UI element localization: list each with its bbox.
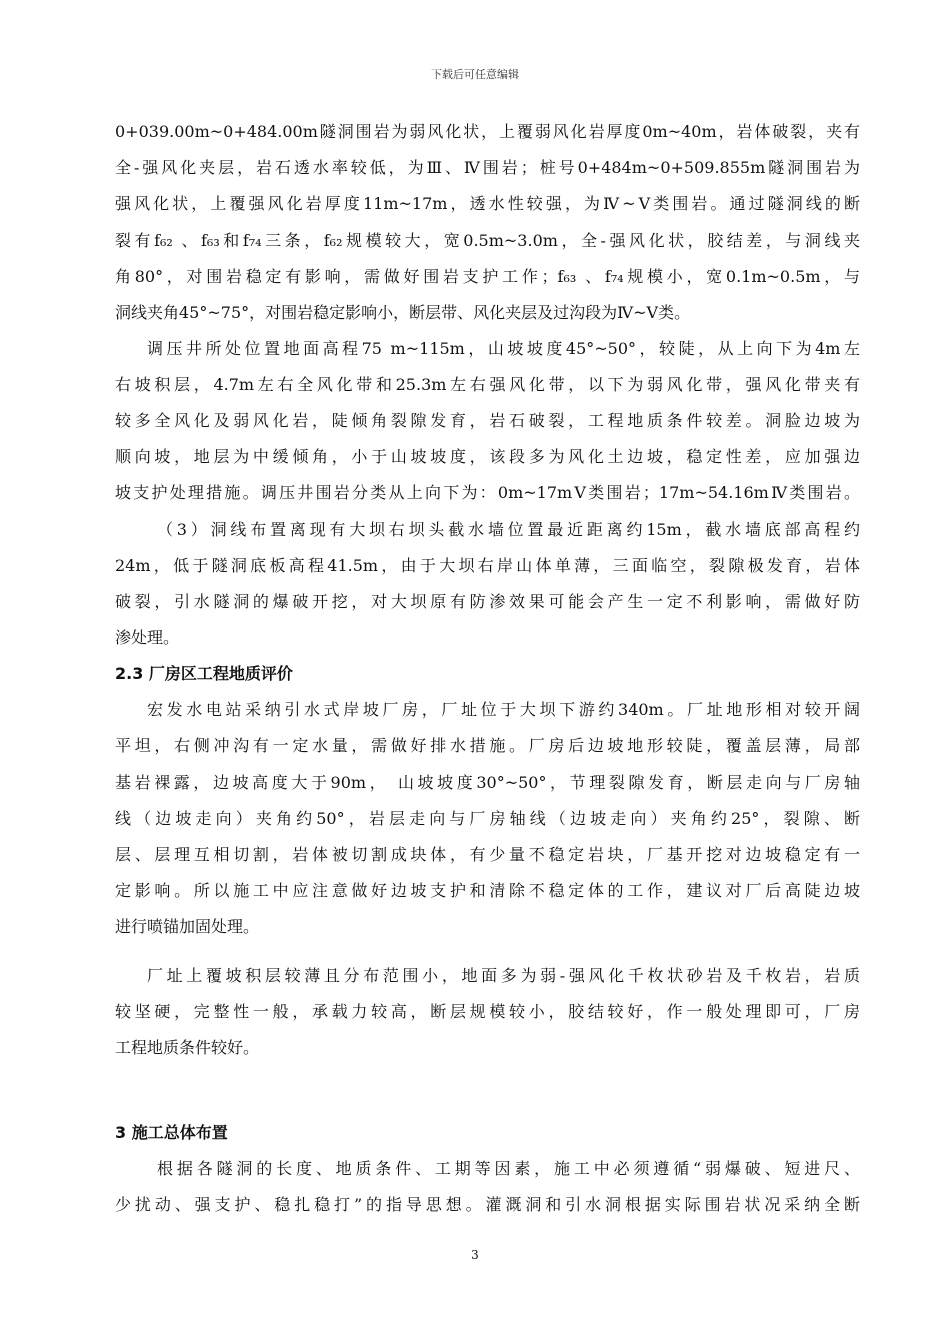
paragraph-line: 强风化状，上覆强风化岩厚度11m~17m，透水性较强，为Ⅳ~Ⅴ类围岩。通过隧洞线的断 (115, 194, 860, 213)
paragraph-line: 坡支护处理措施。调压井围岩分类从上向下为：0m~17mⅤ类围岩；17m~54.16mⅣ类围岩。 (115, 483, 860, 502)
paragraph-line: 少扰动、强支护、稳扎稳打”的指导思想。灌溉洞和引水洞根据实际围岩状况采纳全断 (115, 1195, 860, 1214)
paragraph-line: 右坡积层，4.7m左右全风化带和25.3m左右强风化带，以下为弱风化带，强风化带夹有 (115, 375, 860, 394)
paragraph-line: 裂有f₆₂ 、f₆₃和f₇₄三条，f₆₂规模较大，宽0.5m~3.0m，全-强风化状，胶结差，与洞线夹 (115, 231, 860, 250)
paragraph-line: （3）洞线布置离现有大坝右坝头截水墙位置最近距离约15m，截水墙底部高程约 (157, 520, 860, 539)
section-heading: 3 施工总体布置 (115, 1123, 228, 1142)
paragraph-line: 工程地质条件较好。 (115, 1038, 260, 1057)
paragraph-line: 线（边坡走向）夹角约50°，岩层走向与厂房轴线（边坡走向）夹角约25°，裂隙、断 (115, 809, 860, 828)
header-note: 下载后可任意编辑 (431, 68, 519, 81)
paragraph-line: 全-强风化夹层，岩石透水率较低，为Ⅲ、Ⅳ围岩；桩号0+484m~0+509.855m隧洞围岩为 (115, 158, 860, 177)
section-heading: 2.3 厂房区工程地质评价 (115, 664, 293, 683)
paragraph-line: 宏发水电站采纳引水式岸坡厂房，厂址位于大坝下游约340m。厂址地形相对较开阔 (147, 700, 860, 719)
paragraph-line: 洞线夹角45°~75°，对围岩稳定影响小，断层带、风化夹层及过沟段为Ⅳ~Ⅴ类。 (115, 303, 691, 322)
paragraph-line: 厂址上覆坡积层较薄且分布范围小，地面多为弱-强风化千枚状砂岩及千枚岩，岩质 (147, 966, 860, 985)
paragraph-line: 较多全风化及弱风化岩，陡倾角裂隙发育，岩石破裂，工程地质条件较差。洞脸边坡为 (115, 411, 860, 430)
paragraph-line: 根据各隧洞的长度、地质条件、工期等因素，施工中必须遵循“弱爆破、短进尺、 (157, 1159, 860, 1178)
paragraph-line: 0+039.00m~0+484.00m隧洞围岩为弱风化状，上覆弱风化岩厚度0m~40m，岩体破裂，夹有 (115, 122, 860, 141)
paragraph-line: 进行喷锚加固处理。 (115, 917, 260, 936)
paragraph-line: 破裂，引水隧洞的爆破开挖，对大坝原有防渗效果可能会产生一定不利影响，需做好防 (115, 592, 860, 611)
paragraph-line: 定影响。所以施工中应注意做好边坡支护和清除不稳定体的工作，建议对厂后高陡边坡 (115, 881, 860, 900)
paragraph-line: 较坚硬，完整性一般，承载力较高，断层规模较小，胶结较好，作一般处理即可，厂房 (115, 1002, 860, 1021)
paragraph-line: 顺向坡，地层为中缓倾角，小于山坡坡度，该段多为风化土边坡，稳定性差，应加强边 (115, 447, 860, 466)
page-number: 3 (471, 1248, 479, 1262)
paragraph-line: 基岩裸露，边坡高度大于90m， 山坡坡度30°~50°，节理裂隙发育，断层走向与厂房轴 (115, 773, 860, 792)
paragraph-line: 层、层理互相切割，岩体被切割成块体，有少量不稳定岩块，厂基开挖对边坡稳定有一 (115, 845, 860, 864)
paragraph-line: 24m，低于隧洞底板高程41.5m，由于大坝右岸山体单薄，三面临空，裂隙极发育，岩体 (115, 556, 860, 575)
paragraph-line: 渗处理。 (115, 628, 180, 647)
paragraph-line: 调压井所处位置地面高程75 m~115m，山坡坡度45°~50°，较陡，从上向下为4m左 (147, 339, 860, 358)
paragraph-line: 角80°，对围岩稳定有影响，需做好围岩支护工作；f₆₃ 、f₇₄规模小，宽0.1m~0.5m，与 (115, 267, 860, 286)
paragraph-line: 平坦，右侧冲沟有一定水量，需做好排水措施。厂房后边坡地形较陡，覆盖层薄，局部 (115, 736, 860, 755)
